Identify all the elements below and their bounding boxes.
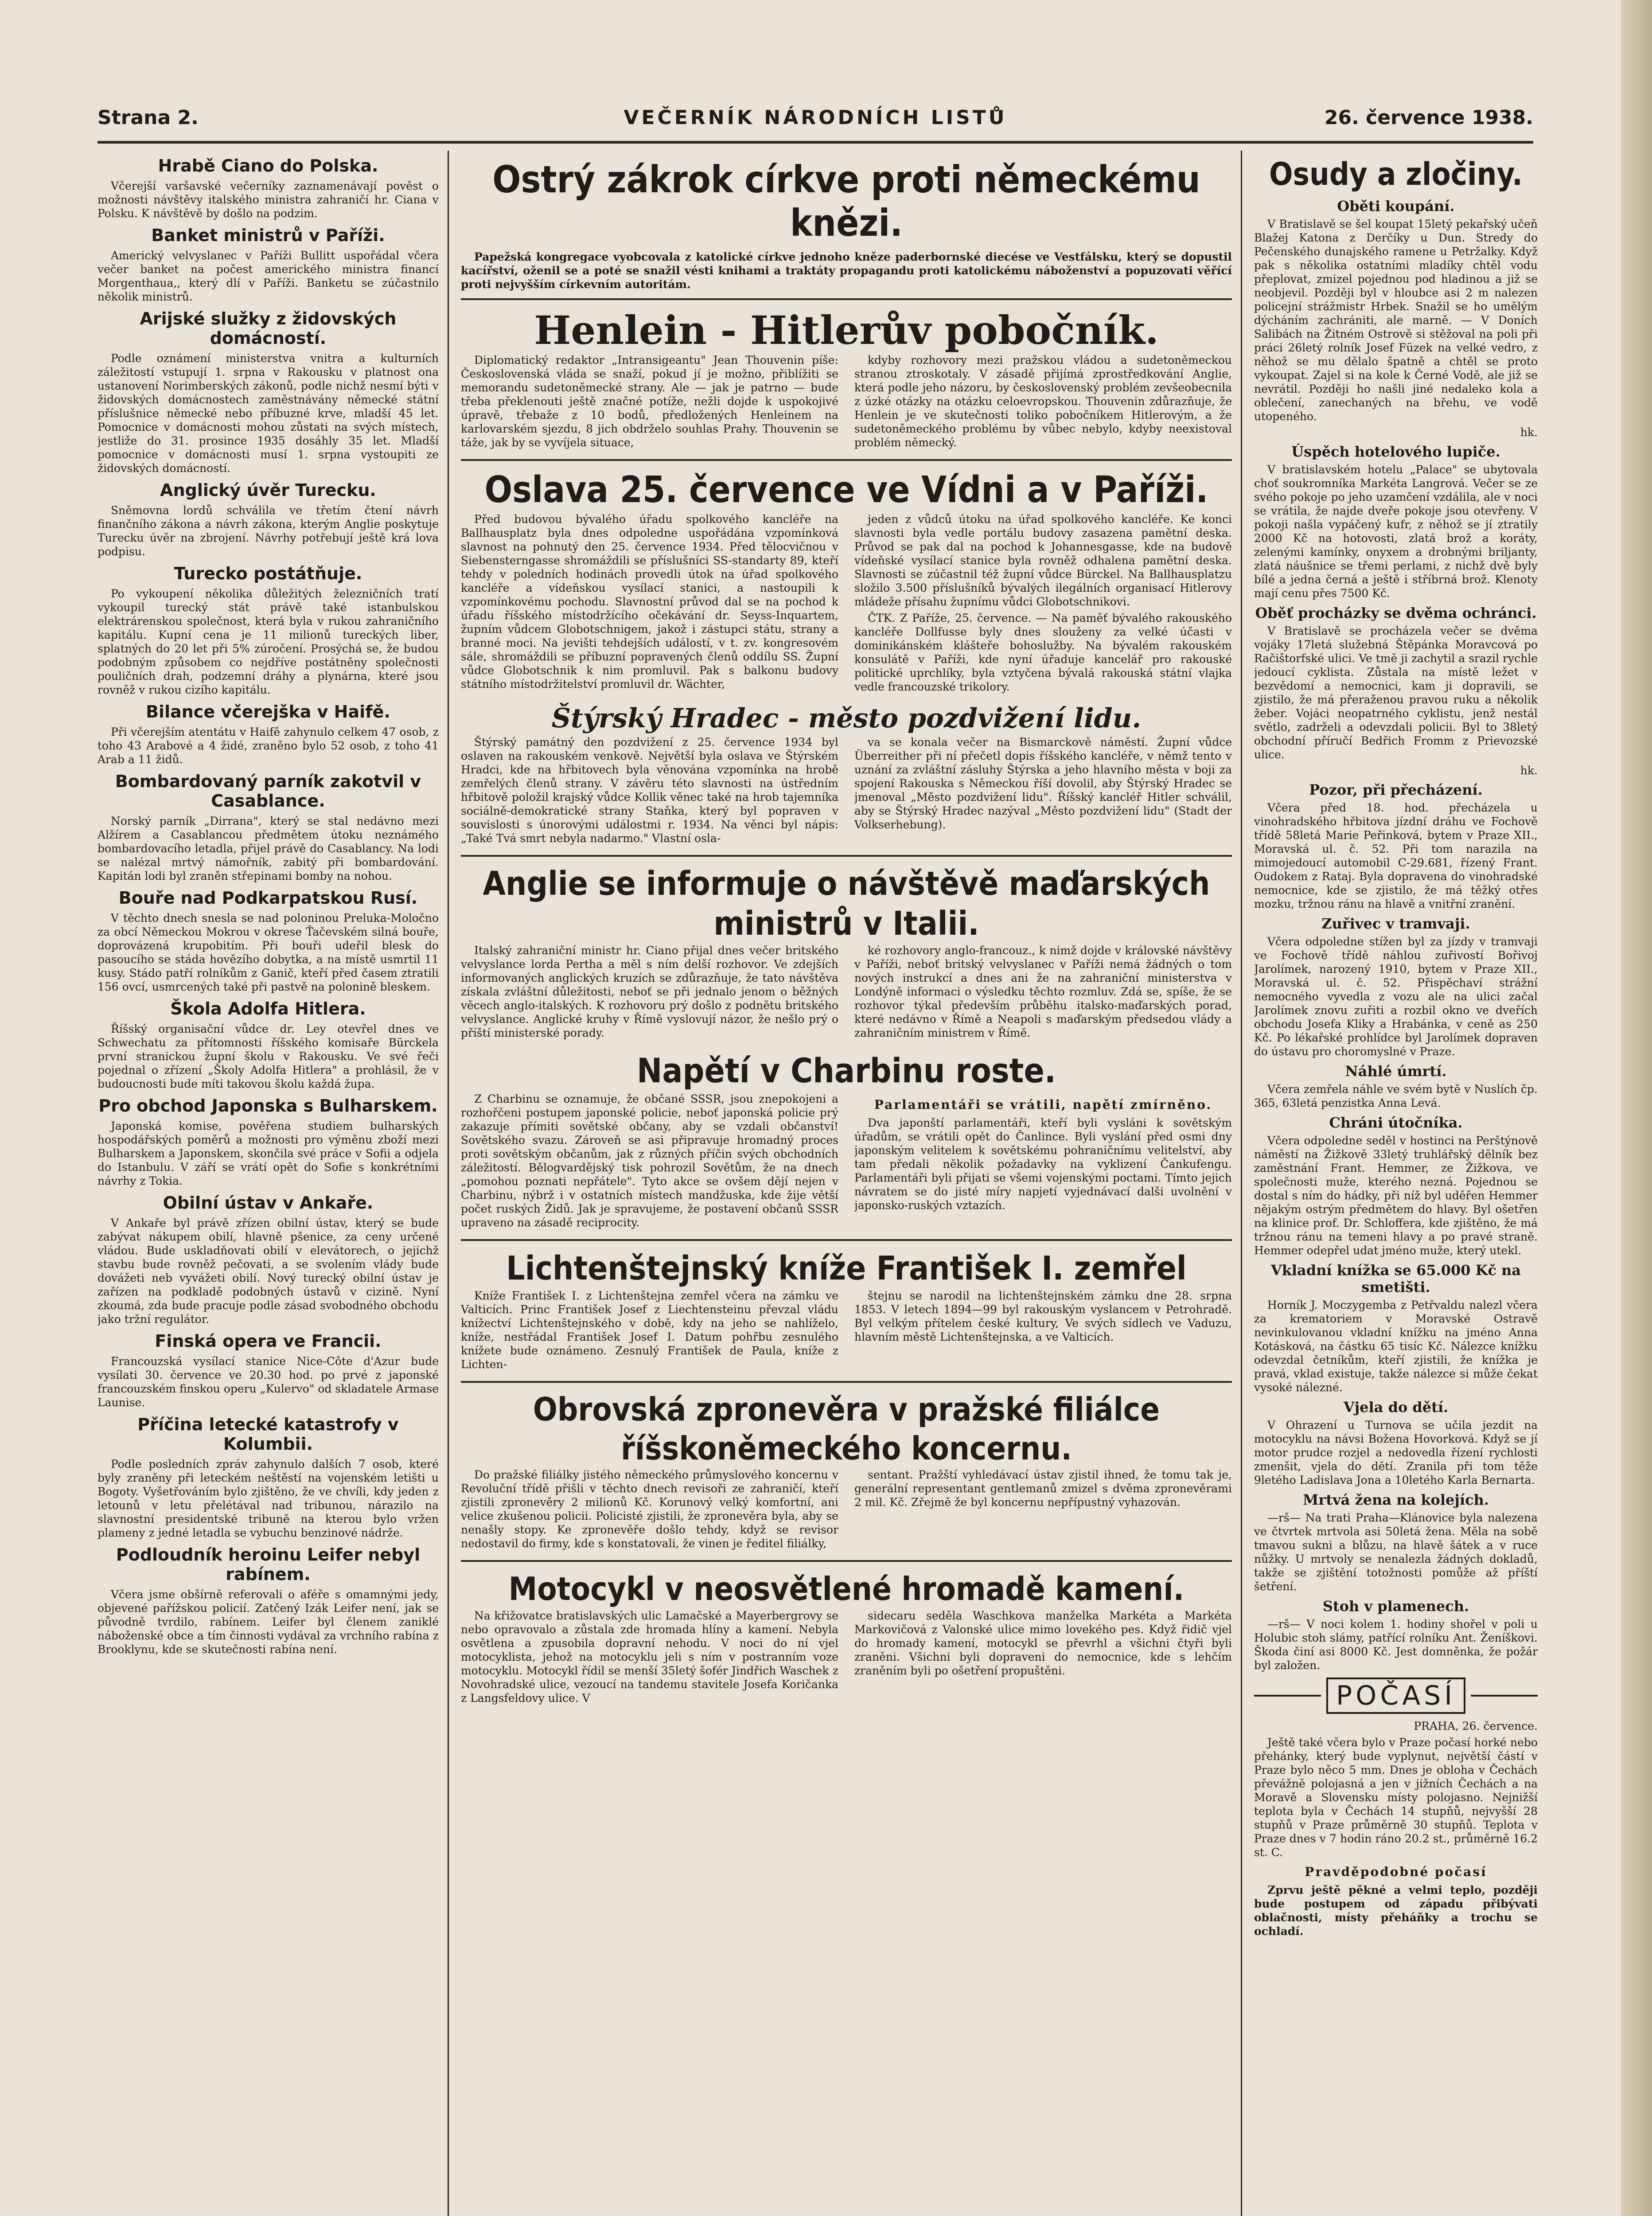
article-title: Pozor, při přecházení. bbox=[1309, 781, 1483, 798]
page-edge-shadow bbox=[1621, 0, 1652, 2216]
article-text: Včera odpoledne seděl v hostinci na Perštýnově náměstí na Žižkově 33letý truhlářský dělník bez zaměstnání Frant. Hemmer, ze Žižkova, ve společnosti muže, kterého nezná. Pojednou se dostal s ním do hádky, při níž byl uděřen Hemmer nějakým ostrým předmětem do hlavy. Byl ošetřen na klinice prof. Dr. Schloffera, kde zjištěno, že má tržnou ránu na temeni hlavy a po pravé straně. Hemmer odepřel udat jméno muže, který utekl. bbox=[1254, 1134, 1538, 1257]
article-text: Včera před 18. hod. přecházela u vinohradského hřbitova jízdní dráhu ve Fochově třídě 58letá Marie Peřinková, bytem v Praze XII., Moravská ul. č. 52. Při tom narazila na mimojedoucí automobil C-29.681, řízený Frant. Oudokem z Rataj. Byla dopravena do vinohradské nemocnice, kde se zjistilo, že má těžký otřes mozku, tržnou ránu na hlavě a vnitřní zranění. bbox=[1254, 801, 1538, 910]
article-title: Oběti koupání. bbox=[1337, 198, 1455, 215]
article-text: —rš— V noci kolem 1. hodiny shořel v poli u Holubic stoh slámy, patřící rolníku Ant. Ženíškovi. Škoda činí asi 8000 Kč. Jest domněnka, že požár byl založen. bbox=[1254, 1618, 1538, 1672]
article-text: Před budovou bývalého úřadu spolkového kancléře na Ballhausplatz byla dnes odpoledne uspořádána vzpomínková slavnost na pohnutý den 25. července 1934. Před tělocvičnou v Siebensterngasse shromáždili se příslušníci SS-standarty 89, kteří tehdy v poledních hodinách provedli útok na úřad spolkového kancléře a vídeňskou vysílací stanici, a nastoupili k vzpomínkovému pochodu. Slavnostní průvod dal se na pochod k úřadu říšského místodržícího očekávání dr. Seyss-Inquartem, župním vůdcem Globotschnigem, jakož i zástupci státu, strany a branné moci. Na jevišti tehdejších událostí, v t. zv. kongresovém sále, shromáždili se příbuzní popravených členů oddílu SS. Župní vůdce Globotschnik k nim promluvil. Pak s balkonu budovy státního místodržitelství promluvil dr. Wächter, bbox=[461, 513, 838, 691]
article-text: ké rozhovory anglo-francouz., k nimž dojde v královské návštěvy v Paříži, neboť britský velvyslanec v Paříži nemá žádných o tom nových instrukcí a dnes ani že na zahraniční ministerstva v Londýně informaci o výsledku těchto rozmluv. Zdá se, spíše, že se rozhovor týkal především průběhu italsko-maďarských porad, které nedávno v Římě a Neapoli s maďarským předsedou vlády a zahraničním ministrem v Římě. bbox=[854, 944, 1232, 1039]
two-column-text bbox=[461, 1609, 1232, 1708]
forecast-title: Pravděpodobné počasí bbox=[1305, 1865, 1487, 1879]
column-rule-left bbox=[448, 151, 449, 2216]
issue-date: 26. července 1938. bbox=[1324, 106, 1533, 129]
page-number: Strana 2. bbox=[97, 106, 199, 129]
article-title: Arijské služky z židovských domácností. bbox=[140, 309, 397, 348]
article-title: Obilní ústav v Ankaře. bbox=[163, 1193, 374, 1213]
article-title: Pro obchod Japonska s Bulharskem. bbox=[98, 1096, 438, 1116]
headline-charbin: Napětí v Charbinu roste. bbox=[637, 1051, 1056, 1090]
article-text: Podle posledních zpráv zahynulo dalších 7 osob, které byly zraněny při leteckém neštěstí na vojenském letišti u Bogoty. Vyšetřováním bylo zjištěno, že ve chvíli, kdy jeden z letounů v letu přelétával nad tribunou, nárazilo na slavnostní presidentské tribuně na kterou bylo vržen plameny z jedné letadla se vybuchu benzinové nádrže. bbox=[97, 1458, 439, 1539]
newspaper-title: VEČERNÍK NÁRODNÍCH LISTŮ bbox=[623, 106, 1007, 129]
article-lead: Papežská kongregace vyobcovala z katolické církve jednoho kněze paderbornské diecése ve Vestfálsku, který se dopustil kacířství, oženil se a poté se snažil vésti knihami a traktáty propagandu proti katolickému náboženství a popuzovati věřící proti nejvyšším církevním autoritám. bbox=[461, 250, 1232, 291]
headline-zpronevera: Obrovská zpronevěra v pražské filiálce říšskoněmeckého koncernu. bbox=[533, 1391, 1160, 1467]
article-text: V bratislavském hotelu „Palace" se ubytovala choť soukromníka Markéta Langrová. Večer se ze svého pokoje po jeho uzamčení vzdálila, ale v noci se vrátila, že najde dveře pokoje jsou otevřeny. V pokoji našla vypáčený kufr, z něhož se jí ztratily 2000 Kč na hotovosti, zlatá brož a koráty, zelenými kamínky, onyxem a drobnými briljanty, zlatá náušnice se třemi perlami, z nichž dvě byly bílé a jedna černá a ještě i stříbrná brož. Klenoty mají cenu přes 7500 Kč. bbox=[1254, 463, 1538, 600]
headline-lichtenstejn: Lichtenštejnský kníže František I. zemřel bbox=[506, 1249, 1187, 1287]
article-text: va se konala večer na Bismarckově náměstí. Župní vůdce Überreither při ní přečetl dopis říšského kancléře, v němž tento v uznání za zvláštní zásluhy Štýrska a jeho hlavního města v boji za spojení Rakouska s Německou říší dovolil, aby Štýrský Hradec se jmenoval „Město pozdvižení lidu". Říšský kancléř Hitler schválil, aby se Štýrský Hradec nazýval „Město pozdvižení lidu" (Stadt der Volkserhebung). bbox=[854, 736, 1232, 831]
article-title: Bouře nad Podkarpatskou Rusí. bbox=[118, 888, 418, 908]
column-rule-right bbox=[1241, 151, 1242, 2216]
header-rule bbox=[97, 141, 1533, 144]
section-rule bbox=[461, 855, 1232, 857]
center-column bbox=[461, 151, 1232, 2216]
article-text: Podle oznámení ministerstva vnitra a kulturních záležitostí vstupují 1. srpna v Rakousku v platnost ona ustanovení Norimberských zákonů, podle nichž nesmí býti v židovských domácnostech zaměstnávány německé státní příslušnice německé nebo příbuzné krve, mladší 45 let. Pomocnice v domácnosti mohou zůstati na svých místech, jestliže do 31. prosince 1935 dosáhly 35 let. Mladší pomocnice v domácnosti musí 1. srpna vystoupiti ze židovských domácností. bbox=[97, 352, 439, 475]
article-text: Včera odpoledne stížen byl za jízdy v tramvaji ve Fochově třídě náhlou zuřivostí Bořivoj Jarolímek, narozený 1910, bytem v Praze XII., Moravská ul. č. 52. Přispěchaví strážní nemocného vyvedla z vozu ale na ulici začal Jarolímek znovu zuřiti a rozbil okno ve dveřích obchodu Josefa Kliky a Hrabánka, v ceně as 250 Kč. Po lékařské prohlídce byl Jarolímek dopraven do ústavu pro choromyslné v Praze. bbox=[1254, 935, 1538, 1058]
article-title: Chráni útočníka. bbox=[1329, 1114, 1463, 1131]
article-title: Podloudník heroinu Leifer nebyl rabínem. bbox=[116, 1545, 421, 1584]
article-text: štejnu se narodil na lichtenštejnském zámku dne 28. srpna 1853. V letech 1894—99 byl rakouským vyslancem v Petrohradě. Byl velkým přítelem české kultury, Ve svých sídlech ve Vaduzu, hlavním městě Lichtenštejnska, a ve Valticích. bbox=[854, 1289, 1232, 1343]
section-title: Osudy a zločiny. bbox=[1269, 156, 1523, 192]
article-text: jeden z vůdců útoku na úřad spolkového kancléře. Ke konci slavnosti byla vedle portálu budovy zasazena pamětní deska. Průvod se pak dal na pochod k Johannesgasse, kde na budově vídeňské vysílací stanice byla rovněž odhalena pamětní deska. Slavnosti se zúčastnil též župní vůdce Bürckel. Na Ballhausplatzu složilo 3.500 příslušníků bývalých ilegálních organisací Hitlerovy mládeže přísahu župnímu vůdci Globotschnikovi. bbox=[854, 513, 1232, 608]
article-title: Zuřivec v tramvaji. bbox=[1321, 915, 1470, 932]
two-column-text bbox=[461, 353, 1232, 452]
two-column-text bbox=[461, 735, 1232, 848]
article-text: V Bratislavě se šel koupat 15letý pekařský učeň Blažej Katona z Derčíky u Dun. Stredy do Pečenského dunajského ramene u Petržalky. Když pak s několika ostatními mladíky chtěl vodu přeplovat, zmizel pojednou pod hladinou a již se neobjevil. Později byl v hloubce asi 2 m nalezen policejní strážmistr Hrbek. Snažil se ho umělým dýcháním zachrániti, ale marně. — V Doních Salibách na Žitném Ostrově si stěžoval na poli při práci 26letý rolník Josef Füzek na velké vedro, z něhož se mu dělalo špatně a chtěl se proto vykoupat. Zajel si na kole k Černé Vodě, ale již se nevrátil. Později ho našli jiné nedaleko kola a oblečení, zanechaných na břehu, ve vodě utopeného. bbox=[1254, 218, 1538, 423]
article-title: Škola Adolfa Hitlera. bbox=[170, 999, 366, 1018]
article-text: —rš— Na trati Praha—Klánovice byla nalezena ve čtvrtek mrtvola asi 50letá žena. Měla na sobě tmavou sukni a blůzu, na hlavě šátek a v ruce nůžky. U mrtvoly se nenalezla žádných dokladů, takže se zjištění totožnosti pomůže až příští šetření. bbox=[1254, 1511, 1538, 1593]
article-text: sentant. Pražští vyhledávací ústav zjistil ihned, že tomu tak je, generální representant gentlemanů zmizel s dvěma zpronevěrami 2 mil. Kč. Zřejmě že byl koncernu nepřípustný vyhazován. bbox=[854, 1468, 1232, 1509]
article-text: Francouzská vysílací stanice Nice-Côte d'Azur bude vysílati 30. července ve 20.30 hod. po prvé z japonské francouzském finskou operu „Kulervo" od skladatele Armase Launise. bbox=[97, 1355, 439, 1409]
page-header bbox=[97, 106, 1533, 137]
weather-text: Ještě také včera bylo v Praze počasí horké nebo přehánky, který bude vyplynut, největší částí v Praze bylo něco 5 mm. Dnes je obloha v Čechách převážně polojasná a jen v jižních Čechách a na Moravě a Slovensku místy polojasno. Nejnižší teplota byla v Čechách 14 stupňů, nejvyšší 28 stupňů v Praze průměrně 30 stupňů. Teplota v Praze dnes v 7 hodin ráno 20.2 st., průměrně 16.2 st. C. bbox=[1254, 1736, 1538, 1859]
article-title: Hrabě Ciano do Polska. bbox=[158, 156, 378, 176]
section-rule bbox=[461, 1560, 1232, 1562]
article-text: Štýrský památný den pozdvižení z 25. července 1934 byl oslaven na rakouském venkově. Největší byla oslava ve Štýrském Hradci, kde na hřbitovech byla věnována vzpomínka na hrobě zemřelých členů strany. V závěru této slavnosti na ústředním hřbitově položil krajský vůdce Kollik věnec také na hrob tajemníka sociálně-demokratické strany Staňka, který byl popraven v souvislosti s únorovými událostmi r. 1934. Na věnci byl nápis: „Také Tvá smrt nebyla nadarmo." Vlastní osla- bbox=[461, 736, 838, 845]
article-title: Oběť procházky se dvěma ochránci. bbox=[1255, 605, 1537, 621]
subheadline: Parlamentáři se vrátili, napětí zmírněno. bbox=[874, 1097, 1212, 1112]
article-text: V těchto dnech snesla se nad poloninou Preluka-Moločno za obcí Německou Mokrou v okrese Ťačevském silná bouře, doprovázená krupobitím. Při bouři udeřil blesk do pasoucího se stáda hovězího dobytka, a na místě usmrtil 11 kusy. Stádo patří rolníkům z Ganič, kteří před časem ztratili 156 ovcí, usmrcených také při pastvě na polonině bleskem. bbox=[97, 912, 439, 993]
two-column-text bbox=[461, 1468, 1232, 1553]
article-title: Mrtvá žena na kolejích. bbox=[1303, 1491, 1489, 1508]
section-rule bbox=[461, 1381, 1232, 1383]
article-title: Bilance včerejška v Haifě. bbox=[146, 702, 390, 722]
article-text: Při včerejším atentátu v Haifě zahynulo celkem 47 osob, z toho 43 Arabové a 4 židé, zraněno bylo 52 osob, z toho 41 Arab a 11 židů. bbox=[97, 726, 439, 766]
two-column-text bbox=[461, 1092, 1232, 1232]
right-column bbox=[1254, 151, 1538, 2216]
left-column bbox=[97, 151, 439, 2216]
article-text: Japonská komise, pověřena studiem bulharských hospodářských poměrů a možnosti pro výměnu zboží mezi Bulharskem a Japonskem, skončila své práce v Sofii a odjela do Istanbulu. V září se vrátí opět do Sofie s konkrétními návrhy z Tokia. bbox=[97, 1120, 439, 1187]
section-rule bbox=[461, 459, 1232, 461]
two-column-text bbox=[461, 944, 1232, 1042]
author-signature: hk. bbox=[1520, 426, 1538, 439]
article-text: V Ankaře byl právě zřízen obilní ústav, který se bude zabývat nákupem obilí, hlavně pšenice, za ceny určené vládou. Bude uskladňovati obilí v elevátorech, o jejichž stavbu bude rovněž pečovati, a se svolením vlády bude dovážeti neb vyvážeti obilí. Nový turecký obilní ústav je zařízen na podkladě podobných ústavů v cizině. Nyní zkoumá, zda bude pracuje podle zásad svobodného obchodu jako tržní regulátor. bbox=[97, 1217, 439, 1326]
article-text: Včera jsme obšírně referovali o aféře s omamnými jedy, objevené pařížskou policií. Zatčený Izák Leifer není, jak se původně tvrdilo, rabínem. Leifer byl členem zaniklé náboženské obce a tím činnosti vydával za vrchního rabína z Brooklynu, kde se skutečnosti rabína není. bbox=[97, 1588, 439, 1656]
headline-oslava: Oslava 25. července ve Vídni a v Paříži. bbox=[484, 469, 1208, 511]
article-text: Sněmovna lordů schválila ve třetím čtení návrh finančního zákona a návrh zákona, kterým Anglie poskytuje Turecku úvěr na zbrojení. Návrhy potřebují ještě krá lova podpisu. bbox=[97, 504, 439, 558]
article-text: Na křižovatce bratislavských ulic Lamačské a Mayerbergrovy se nebo opravovalo a zůstala zde hromada hlíny a kamení. Nebyla osvětlena a zpusobila dopravní nehodu. V noci do ní vjel motocyklista, jehož na motocyklu jeli s ním v postranním voze motocyklu. Motocykl řídil se menší 35letý šofér Jindřich Waschek z Novohradské ulice, vezoucí na tandemu stavitele Josefa Koričanka z Langsfeldovy ulice. V bbox=[461, 1609, 838, 1705]
forecast-text: Zprvu ještě pěkné a velmi teplo, později bude postupem od západu přibývati oblačnosti, místy přeháňky a trochu se ochladí. bbox=[1254, 1884, 1538, 1938]
article-text: Kníže František I. z Lichtenštejna zemřel včera na zámku ve Valticích. Princ František Josef z Liechtensteinu převzal vládu knížectví Lichtenštejnského v době, kdy na jeho se nahlíželo, kníže, nestřádal František Josef I. Datum pohřbu zesnulého knížete bude oznámeno. Zesnulý František de Paula, kníže z Lichten- bbox=[461, 1289, 838, 1371]
two-column-text bbox=[461, 512, 1232, 696]
article-title: Úspěch hotelového lupiče. bbox=[1291, 443, 1500, 460]
section-rule bbox=[461, 298, 1232, 300]
article-text: Americký velvyslanec v Paříži Bullitt uspořádal včera večer banket na počest amerického ministra financí Morgenthaua,, který dlí v Paříži. Banketu se zúčastnilo několik ministrů. bbox=[97, 249, 439, 303]
headline-anglie: Anglie se informuje o návštěvě maďarských ministrů v Italii. bbox=[483, 865, 1210, 943]
article-title: Stoh v plamenech. bbox=[1322, 1598, 1469, 1615]
article-text: Včerejší varšavské večerníky zaznamenávají pověst o možnosti návštěvy italského ministra zahraničí hr. Ciana v Polsku. K návštěvě by došlo na podzim. bbox=[97, 179, 439, 220]
weather-dateline: PRAHA, 26. července. bbox=[1414, 1720, 1538, 1732]
article-text: ČTK. Z Paříže, 25. července. — Na paměť bývalého rakouského kancléře Dollfusse byly dnes slouženy za velké účasti v dominikánském klášteře bohoslužby. Na bývalém rakouském konsulátě v Paříži, kde nyní úřaduje kancelář pro rakouské politické uprchlíky, byla vztyčena bývalá rakouská státní vlajka vedle francouzské trikolory. bbox=[854, 612, 1232, 693]
article-title: Bombardovaný parník zakotvil v Casablance. bbox=[115, 772, 421, 811]
article-text: Horník J. Moczygemba z Petřvaldu nalezl včera za krematoriem v Moravské Ostravě nevinkulovanou vkladní knížku na jméno Anna Kotásková, na částku 65 tisíc Kč. Nálezce knížku odevzdal četníkům, kteří zjistili, že knížka je pravá, vklad existuje, takže nálezce si může čekat vysoké nálezné. bbox=[1254, 1299, 1538, 1394]
article-title: Vkladní knížka se 65.000 Kč na smetišti. bbox=[1270, 1262, 1521, 1295]
article-title: Anglický úvěr Turecku. bbox=[160, 480, 376, 500]
article-title: Vjela do dětí. bbox=[1343, 1399, 1449, 1416]
article-title: Finská opera ve Francii. bbox=[155, 1331, 382, 1351]
headline-church: Ostrý zákrok církve proti německému knězi. bbox=[492, 158, 1200, 245]
author-signature: hk. bbox=[1520, 764, 1538, 777]
article-title: Náhlé úmrtí. bbox=[1345, 1063, 1447, 1080]
article-text: Včera zemřela náhle ve svém bytě v Nuslích čp. 365, 63letá penzistka Anna Levá. bbox=[1254, 1083, 1538, 1109]
article-text: kdyby rozhovory mezi pražskou vládou a sudetoněmeckou stranou ztroskotaly. V zásadě přijímá zprostředkování Anglie, která podle jeho názoru, by československý problém zevšeobecnila z úzké otázky na otázku celoevropskou. Thouvenin zdůrazňuje, že Henlein je ve skutečnosti toliko pobočníkem Hitlerovým, a že sudetoněmeckého problému by vůbec nebylo, kdyby neexistoval problém německý. bbox=[854, 354, 1232, 449]
article-text: Říšský organisační vůdce dr. Ley otevřel dnes ve Schwechatu za přítomnosti říšského komisaře Bürckela první stranickou župní školu v Rakousku. Ve své řeči pojednal o zřízení „Školy Adolfa Hitlera" a prohlásil, že v budoucnosti bude míti takovou školu každá župa. bbox=[97, 1022, 439, 1090]
article-title: Turecko postátňuje. bbox=[174, 564, 362, 583]
article-text: V Ohrazení u Turnova se učila jezdit na motocyklu na návsi Božena Hovorková. Když se jí motor prudce rozjel a nedovedla řízení rychlosti zmenšit, vjela do dětí. Zranila při tom těže 9letého Ladislava Jona a 10letého Karla Bernarta. bbox=[1254, 1419, 1538, 1486]
section-rule bbox=[461, 1239, 1232, 1241]
article-text: Italský zahraniční ministr hr. Ciano přijal dnes večer britského velvyslance lorda Pertha a měl s ním delší rozhovor. Ve zdejších informovaných anglických kruzích se zdůrazňuje, že tato návštěva získala zvláštní důležitosti, neboť se při jednalo jenom o běžných věcech anglo-italských. K rozhovoru prý došlo z podnětu britského velvyslance. Anglické kruhy v Římě vyslovují názor, že nešlo prý o příští ministerské porady. bbox=[461, 944, 838, 1039]
article-title: Banket ministrů v Paříži. bbox=[151, 226, 385, 245]
two-column-text bbox=[461, 1289, 1232, 1374]
article-text: Diplomatický redaktor „Intransigeantu" Jean Thouvenin píše: Československá vláda se snaží, pokud jí je možno, přiblížiti se memorandu sudetoněmecké strany. Ale — jak je patrno — bude třeba překlenouti ještě značné potíže, nežli dojde k uspokojivé úpravě, třebaže z 10 bodů, předložených Henleinem na karlovarském sjezdu, 8 jich obdrželo souhlas Prahy. Thouvenin se táže, jak by se vyvíjela situace, bbox=[461, 354, 838, 449]
headline-motocykl: Motocykl v neosvětlené hromadě kamení. bbox=[508, 1570, 1184, 1607]
article-text: Do pražské filiálky jistého německého průmyslového koncernu v Revoluční třídě přišli v těchto dnech revisoři ze zahraničí, kteří zjistili zpronevěry 2 milionů Kč. Korunový velký komfortní, ani velice zkušenou policii. Policisté zjistili, že zpronevěra byla, aby se nenašly stopy. Ke zpronevěře došlo tehdy, když se revisor nedostavil do firmy, kde s konstatovali, že vinen je ředitel filiálky, bbox=[461, 1468, 838, 1550]
weather-title: POČASÍ bbox=[1326, 1678, 1465, 1714]
article-text: V Bratislavě se procházela večer se dvěma vojáky 17letá služebná Štěpánka Moravcová po Račištorfské ulici. Ve tmě ji zachytil a srazil rychle jedoucí cyklista. Zůstala na místě ležet v bezvědomí a nemocnici, kam ji dopravili, se zjistilo, že má přeraženou pravou ruku a několik žeber. Vojáci neopatrného cyklistu, jenž nestál světlo, zadrželi a odevzdali policii. Byl to 38letý obchodní příručí Bedřich Fromm z Prievozské ulice. bbox=[1254, 624, 1538, 761]
article-text: Norský parník „Dirrana", který se stal nedávno mezi Alžírem a Casablancou předmětem útoku neznámého bombardovacího letadla, přijel právě do Casablancy. Na lodi se nalézal mrtvý námořník, zabitý při bombardování. Kapitán lodi byl zraněn střepinami bomby na nohou. bbox=[97, 815, 439, 882]
article-title: Příčina letecké katastrofy v Kolumbii. bbox=[137, 1415, 399, 1454]
headline-henlein: Henlein - Hitlerův pobočník. bbox=[534, 307, 1159, 353]
article-text: Po vykoupení několika důležitých železničních tratí vykoupil turecký stát právě také istanbulskou elektrárenskou společnost, která byla v rukou zahraničního kapitálu. Kupní cena je 11 milionů tureckých liber, splatných do 20 let při 5% zúročení. Prosýchá se, že budou podobným způsobem co nejdříve postátněny společnosti pouličních drah, podzemní dráhy a plynárna, které jsou rovněž v rukou cizího kapitálu. bbox=[97, 587, 439, 696]
headline-styrsky-hradec: Štýrský Hradec - město pozdvižení lidu. bbox=[551, 703, 1142, 734]
article-text: Z Charbinu se oznamuje, že občané SSSR, jsou znepokojeni a rozhořčeni postupem japonské policie, neboť japonská policie prý zakazuje přímiti sovětské občany, aby se vzdali občanství! Sovětského svazu. Zároveň se asi připravuje hromadný proces proti sovětským občanům, jak z různých příčin svých obchodních záležitostí. Bělogvardějský tisk pohrozil Sovětům, že na dnech „pomohou poznati nepřátele". Tyto akce se ovšem dějí nejen v Charbinu, nýbrž i v ostatních místech mandžuska, kde žije větší počet ruských Židů. Jak je spravujeme, že postavení občanů SSSR upraveno na zásadě reciprocity. bbox=[461, 1092, 838, 1229]
weather-banner bbox=[1254, 1678, 1538, 1714]
article-text: sidecaru seděla Waschkova manželka Markéta a Markéta Markovičová z Valonské ulice mimo lovekého pes. Když řidič vjel do hromady kamení, motocykl se převrhl a všichni čtyři byli zraněni. Všichni byli dopraveni do nemocnice, kde s lehčím zraněním byli po ošetření propuštěni. bbox=[854, 1609, 1232, 1677]
article-text: Dva japonští parlamentáři, kteří byli vysláni k sovětským úřadům, se vrátili opět do Čanlince. Byli vyslání před osmi dny japonským velitelem k sovětskému pohraničnímu velitelství, aby tam předali několik požadavky na vyklizení Čankufengu. Parlamentáři byli přijati se všemi vojenskými poctami. Tímto jejich návratem se do jisté míry napjetí vyjednávací dalši uvolnění v japonsko-ruských vztazích. bbox=[854, 1116, 1232, 1212]
